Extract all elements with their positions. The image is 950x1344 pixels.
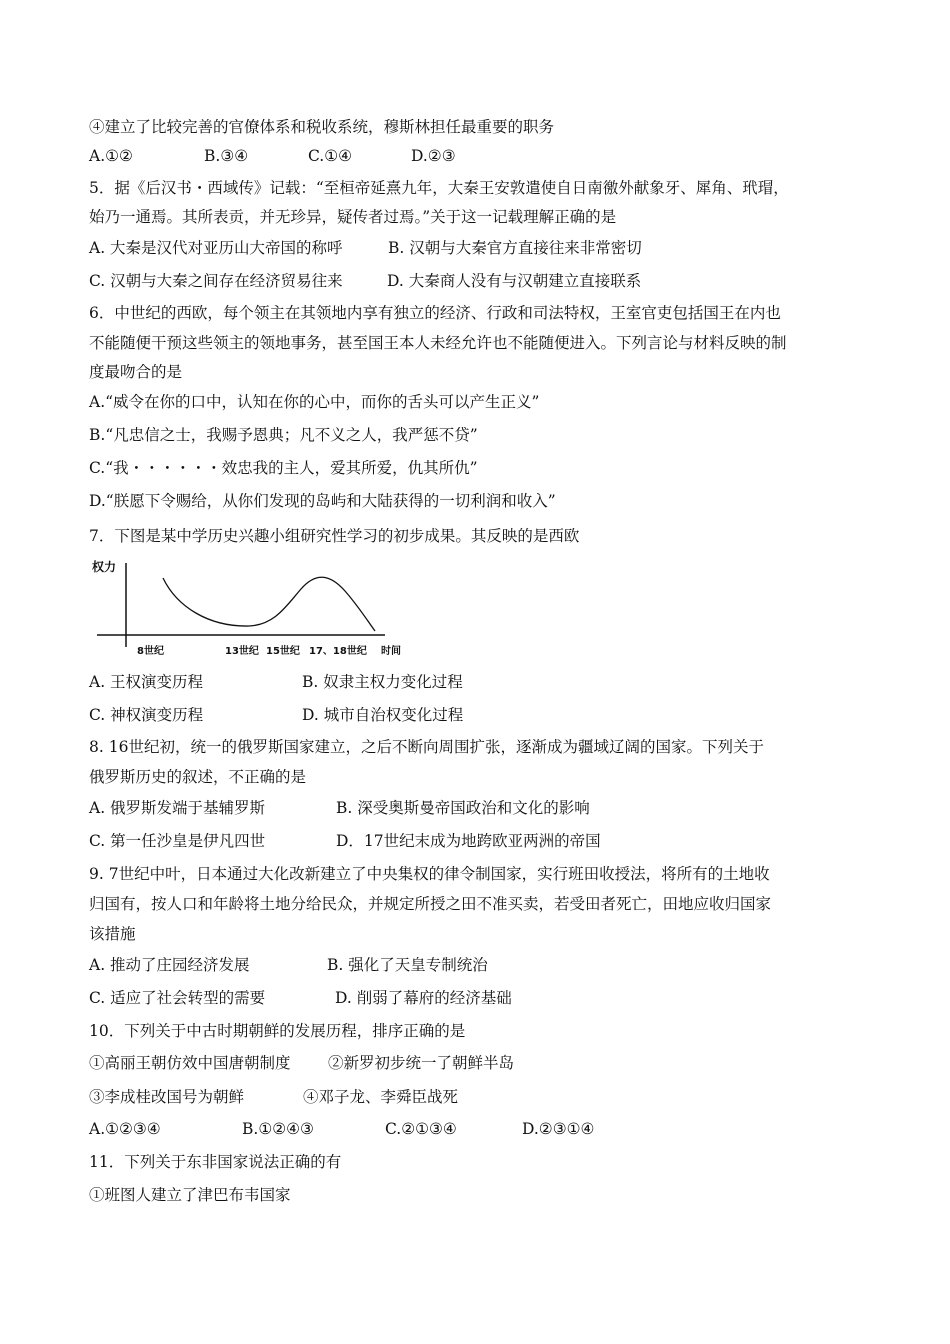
l1: ④建立了比较完善的官僚体系和税收系统，穆斯林担任最重要的职务 (89, 118, 555, 136)
q6-stem-line2: 不能随便干预这些领主的领地事务，甚至国王本人未经允许也不能随便进入。下列言论与材料反映的制 (89, 334, 787, 352)
q7-option-b: B. 奴隶主权力变化过程 (302, 673, 463, 691)
q5-option-a: A. 大秦是汉代对亚历山大帝国的称呼 (89, 239, 343, 257)
q10-option-a: A.①②③④ (89, 1120, 161, 1138)
q9-stem-line3: 该措施 (89, 925, 136, 943)
q11-stem: 11．下列关于东非国家说法正确的有 (89, 1153, 342, 1171)
q8-option-b: B. 深受奥斯曼帝国政治和文化的影响 (336, 799, 590, 817)
q9-option-c: C. 适应了社会转型的需要 (89, 989, 266, 1007)
q5-option-c: C. 汉朝与大秦之间存在经济贸易往来 (89, 272, 343, 290)
q10-statement-1: ①高丽王朝仿效中国唐朝制度 (89, 1054, 291, 1072)
x-tick-17-18c: 17、18世纪 (309, 646, 367, 657)
q6-option-d: D.“朕愿下令赐给，从你们发现的岛屿和大陆获得的一切利润和收入” (89, 492, 556, 510)
q5-option-b: B. 汉朝与大秦官方直接往来非常密切 (388, 239, 642, 257)
q7-option-a: A. 王权演变历程 (89, 673, 204, 691)
q8-option-c: C. 第一任沙皇是伊凡四世 (89, 832, 266, 850)
q8-stem-line1: 8. 16世纪初，统一的俄罗斯国家建立，之后不断向周围扩张，逐渐成为疆域辽阔的国家。下列关于 (89, 738, 764, 756)
q10-statement-4: ④邓子龙、李舜臣战死 (303, 1088, 459, 1106)
q6-option-a: A.“威令在你的口中，认知在你的心中，而你的舌头可以产生正义” (89, 393, 540, 411)
q11-statement-1: ①班图人建立了津巴布韦国家 (89, 1186, 291, 1204)
q9-stem-line1: 9. 7世纪中叶，日本通过大化改新建立了中央集权的律令制国家，实行班田收授法，将所有的土地收 (89, 865, 770, 883)
q5-stem-line1: 5．据《后汉书・西域传》记载：“至桓帝延熹九年，大秦王安敦遣使自日南徼外献象牙、犀角、玳瑁， (89, 179, 789, 197)
q10-stem: 10．下列关于中古时期朝鲜的发展历程，排序正确的是 (89, 1022, 466, 1040)
q10-option-d: D.②③①④ (522, 1120, 595, 1138)
q8-option-a: A. 俄罗斯发端于基辅罗斯 (89, 799, 266, 817)
q6-option-b: B.“凡忠信之士，我赐予恩典；凡不义之人，我严惩不贷” (89, 426, 478, 444)
q5-option-d: D. 大秦商人没有与汉朝建立直接联系 (387, 272, 642, 290)
q10-option-b: B.①②④③ (242, 1120, 314, 1138)
power-curve (163, 577, 375, 631)
q7-option-d: D. 城市自治权变化过程 (302, 706, 464, 724)
x-tick-15c: 15世纪 (266, 646, 300, 657)
q5-stem-line2: 始乃一通焉。其所表贡，并无珍异，疑传者过焉。”关于这一记载理解正确的是 (89, 208, 617, 226)
figure-y-label: 权力 (92, 560, 117, 574)
q4-option-a: A.①② (89, 147, 133, 165)
q6-option-c: C.“我・・・・・・效忠我的主人，爱其所爱，仇其所仇” (89, 459, 478, 477)
x-tick-8c: 8世纪 (137, 646, 164, 657)
q10-statement-3: ③李成桂改国号为朝鲜 (89, 1088, 245, 1106)
q7-option-c: C. 神权演变历程 (89, 706, 204, 724)
q10-option-c: C.②①③④ (385, 1120, 457, 1138)
q7-stem: 7．下图是某中学历史兴趣小组研究性学习的初步成果。其反映的是西欧 (89, 527, 580, 545)
power-curve-figure (89, 555, 409, 663)
q8-stem-line2: 俄罗斯历史的叙述，不正确的是 (89, 768, 307, 786)
q6-stem-line1: 6．中世纪的西欧，每个领主在其领地内享有独立的经济、行政和司法特权，王室官吏包括国王在内也 (89, 304, 781, 322)
q9-option-a: A. 推动了庄园经济发展 (89, 956, 250, 974)
q6-stem-line3: 度最吻合的是 (89, 363, 183, 381)
q4-option-c: C.①④ (308, 147, 353, 165)
q8-option-d: D．17世纪末成为地跨欧亚两洲的帝国 (336, 832, 601, 850)
q4-option-d: D.②③ (411, 147, 456, 165)
q10-statement-2: ②新罗初步统一了朝鲜半岛 (328, 1054, 515, 1072)
q9-stem-line2: 归国有，按人口和年龄将土地分给民众，并规定所授之田不准买卖，若受田者死亡，田地应收归国家 (89, 895, 772, 913)
x-tick-13c: 13世纪 (225, 646, 259, 657)
q9-option-d: D. 削弱了幕府的经济基础 (335, 989, 512, 1007)
x-axis-label: 时间 (381, 646, 401, 657)
q4-option-b: B.③④ (204, 147, 249, 165)
q9-option-b: B. 强化了天皇专制统治 (327, 956, 488, 974)
